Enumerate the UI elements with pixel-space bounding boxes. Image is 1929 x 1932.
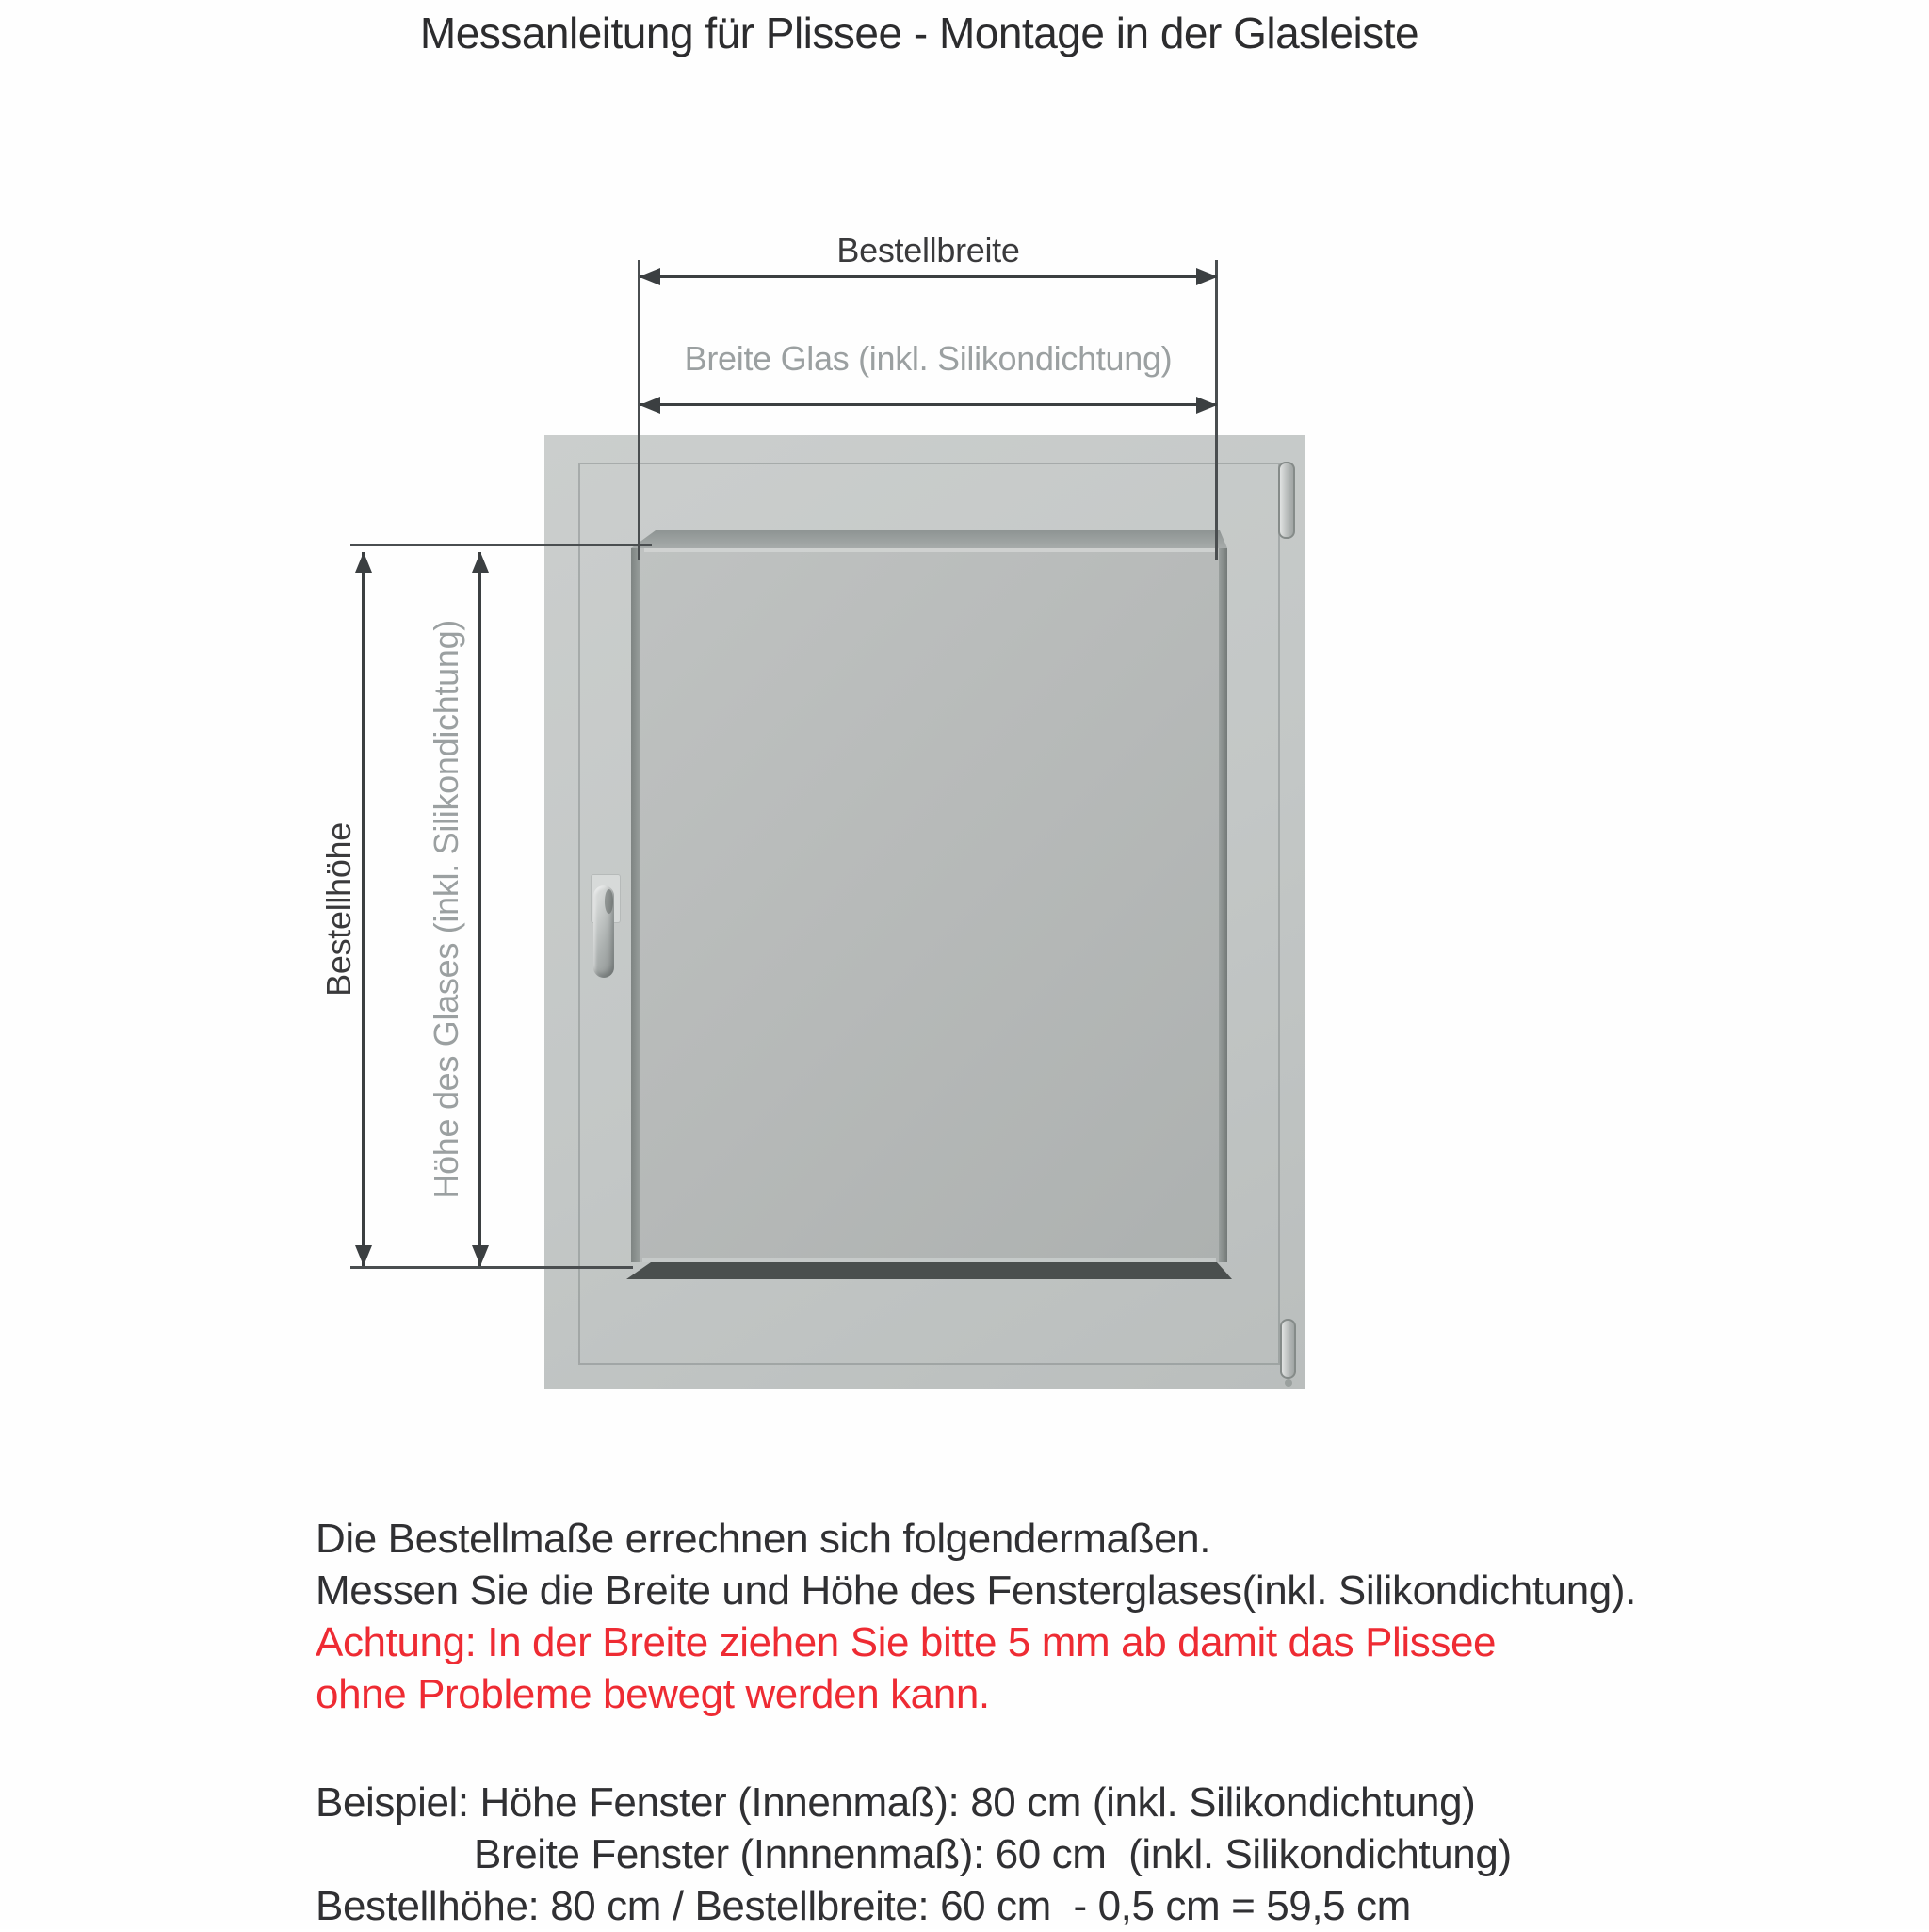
arrow-bestellbreite: [640, 275, 1217, 278]
label-hoehe-glas: Höhe des Glases (inkl. Silikondichtung): [427, 619, 465, 1199]
warning-line-2: ohne Probleme bewegt werden kann.: [316, 1671, 990, 1717]
arrow-bestellhoehe: [362, 552, 365, 1266]
example-line-3: Bestellhöhe: 80 cm / Bestellbreite: 60 cm - 0,5 cm = 59,5 cm: [316, 1883, 1411, 1929]
glass-bead-top: [631, 530, 1227, 548]
example-block: [316, 1777, 1512, 1932]
window-illustration: [544, 435, 1305, 1389]
glass-top-highlight: [644, 548, 1216, 552]
extension-line-top: [350, 544, 652, 546]
window-hinge-top: [1278, 462, 1295, 539]
example-line-2: Breite Fenster (Innnenmaß): 60 cm (inkl. Silikondichtung): [474, 1831, 1512, 1877]
example-line-1: Beispiel: Höhe Fenster (Innenmaß): 80 cm (inkl. Silikondichtung): [316, 1779, 1476, 1826]
window-handle: [593, 885, 614, 978]
glass-pane: [640, 548, 1219, 1262]
label-bestellhoehe-wrap: [318, 552, 360, 1266]
extension-line-bottom: [350, 1266, 633, 1269]
arrow-breite-glas: [640, 403, 1217, 406]
label-hoehe-glas-wrap: [426, 552, 467, 1266]
label-breite-glas: Breite Glas (inkl. Silikondichtung): [684, 339, 1173, 378]
glass-bead-left: [631, 548, 640, 1262]
instructions-block: [316, 1513, 1636, 1720]
instruction-line-2: Messen Sie die Breite und Höhe des Fensterglases(inkl. Silikondichtung).: [316, 1567, 1636, 1614]
arrow-hoehe-glas: [478, 552, 481, 1266]
page-title: Messanleitung für Plissee - Montage in der Glasleiste: [419, 8, 1419, 57]
window-hinge-bottom: [1280, 1319, 1296, 1379]
warning-line-1: Achtung: In der Breite ziehen Sie bitte 5 mm ab damit das Plissee: [316, 1619, 1497, 1665]
label-bestellhoehe: Bestellhöhe: [319, 821, 358, 997]
glass-bead-right: [1219, 548, 1227, 1262]
window-glass: [631, 530, 1227, 1279]
label-bestellbreite: Bestellbreite: [836, 231, 1020, 269]
glass-bottom-highlight: [642, 1258, 1216, 1262]
instruction-line-1: Die Bestellmaße errechnen sich folgendermaßen.: [316, 1516, 1211, 1562]
glass-bead-bottom: [626, 1262, 1232, 1279]
